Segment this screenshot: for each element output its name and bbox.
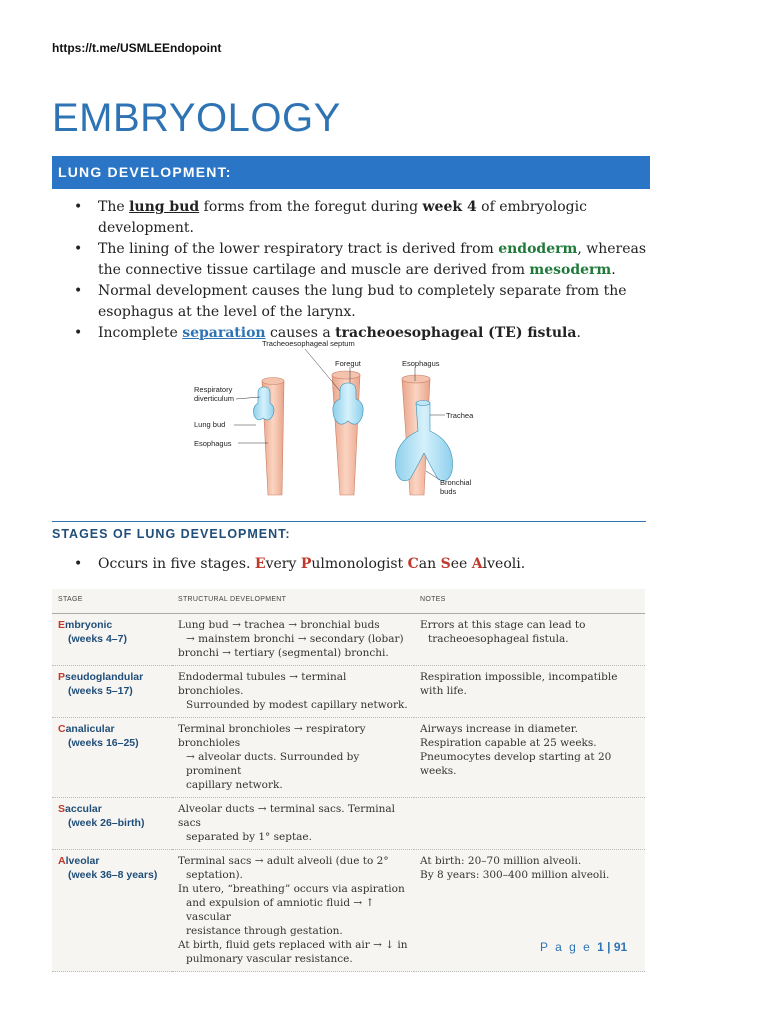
svg-text:Tracheoesophageal septum: Tracheoesophageal septum: [262, 339, 355, 348]
bullet-incomplete-separation: • Incomplete separation causes a tracheoesophageal (TE) fistula.: [52, 323, 652, 344]
separation-link[interactable]: separation: [182, 325, 266, 341]
bullet-lining: • The lining of the lower respiratory tract is derived from endoderm, whereas the connective tissue cartilage and muscle are derived from mesoderm.: [52, 239, 652, 281]
svg-text:Lung bud: Lung bud: [194, 420, 226, 429]
stages-intro: [52, 554, 652, 575]
lung-stages-table: [52, 589, 645, 972]
col-notes: NOTES: [414, 589, 645, 614]
section-banner-lung-development: LUNG DEVELOPMENT:: [52, 156, 650, 189]
svg-text:Foregut: Foregut: [335, 359, 361, 368]
bullet-normal-development: • Normal development causes the lung bud to completely separate from the esophagus at the level of the larynx.: [52, 281, 652, 323]
page-footer: P a g e 1 | 91: [540, 940, 628, 954]
col-structural: STRUCTURAL DEVELOPMENT: [172, 589, 414, 614]
svg-text:diverticulum: diverticulum: [194, 394, 235, 403]
bullet-lung-bud: • The lung bud forms from the foregut during week 4 of embryologic development.: [52, 197, 652, 239]
svg-text:Esophagus: Esophagus: [402, 359, 440, 368]
table-row: Alveolar (week 36–8 years) Terminal sacs → adult alveoli (due to 2° septation). In utero, “breathing” occurs via aspiration and expulsion of amniotic fluid → ↑ vascular resistance through gestation. At birth, fluid gets replaced with air → ↓ in pulmonary vascular resistance. At birth: 20–70 million alveoli. By 8 years: 300–400 million alveoli.: [52, 850, 645, 972]
svg-text:Esophagus: Esophagus: [194, 439, 232, 448]
col-stage: STAGE: [52, 589, 172, 614]
stages-mnemonic: • Occurs in five stages. Every Pulmonologist Can See Alveoli.: [52, 554, 652, 575]
table-row: Pseudoglandular (weeks 5–17) Endodermal tubules → terminal bronchioles. Surrounded by modest capillary network. Respiration impossible, incompatible with life.: [52, 666, 645, 718]
table-row: Saccular (week 26–birth) Alveolar ducts → terminal sacs. Terminal sacs separated by 1° septae.: [52, 798, 645, 850]
svg-text:buds: buds: [440, 487, 457, 496]
page-title: EMBRYOLOGY: [52, 96, 341, 140]
lung-development-bullets: [52, 197, 652, 344]
section-heading-stages: STAGES OF LUNG DEVELOPMENT:: [52, 527, 291, 541]
svg-text:Respiratory: Respiratory: [194, 385, 233, 394]
table-row: Canalicular (weeks 16–25) Terminal bronchioles → respiratory bronchioles → alveolar ducts. Surrounded by prominent capillary network. Airways increase in diameter. Respiration capable at 25 weeks. Pneumocytes develop starting at 20 weeks.: [52, 718, 645, 798]
svg-text:Trachea: Trachea: [446, 411, 474, 420]
lung-bud-diagram: [190, 335, 490, 505]
source-url[interactable]: https://t.me/USMLEEndopoint: [52, 41, 222, 55]
section-divider: [52, 521, 646, 522]
svg-text:Bronchial: Bronchial: [440, 478, 472, 487]
table-header-row: [52, 589, 645, 614]
table-row: Embryonic (weeks 4–7) Lung bud → trachea → bronchial buds → mainstem bronchi → secondary (lobar) bronchi → tertiary (segmental) bronchi. Errors at this stage can lead to tracheoesophageal fistula.: [52, 614, 645, 666]
